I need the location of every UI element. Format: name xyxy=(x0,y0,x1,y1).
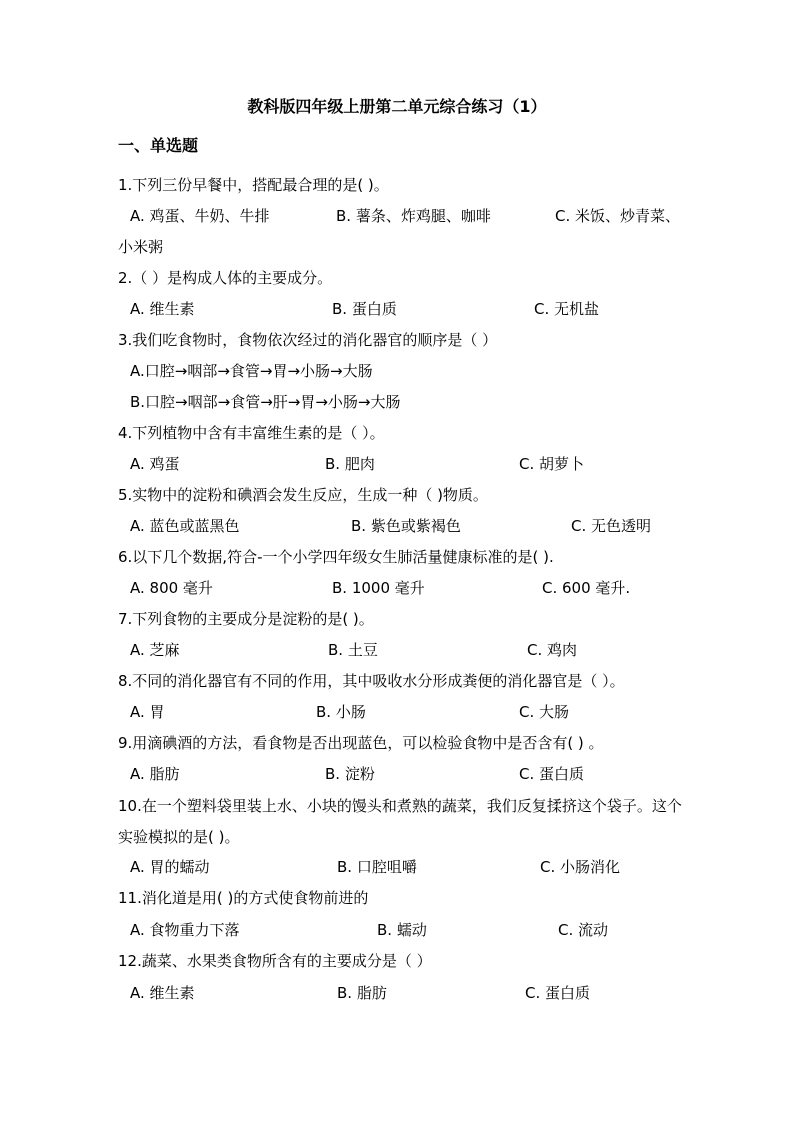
option-c: C. 小肠消化 xyxy=(540,858,621,876)
question-1-options xyxy=(130,205,690,227)
option-b: B. 紫色或紫褐色 xyxy=(351,517,461,535)
option-c: C. 蛋白质 xyxy=(519,765,585,783)
option-b: B. 淀粉 xyxy=(325,765,375,783)
question-3: 3.我们吃食物时，食物依次经过的消化器官的顺序是（ ） xyxy=(118,331,498,349)
option-c: C. 流动 xyxy=(558,921,609,939)
page-title: 教科版四年级上册第二单元综合练习（1） xyxy=(247,97,547,116)
option-b: B. 土豆 xyxy=(328,641,378,659)
question-11-options xyxy=(130,919,690,941)
option-c: C. 600 毫升. xyxy=(542,579,631,597)
question-12: 12.蔬菜、水果类食物所含有的主要成分是（ ） xyxy=(118,952,432,970)
option-c: C. 大肠 xyxy=(519,703,570,721)
option-b: B. 1000 毫升 xyxy=(332,579,425,597)
option-c: C. 无色透明 xyxy=(571,517,652,535)
question-4: 4.下列植物中含有丰富维生素的是（ ）。 xyxy=(118,424,385,442)
option-c: C. 米饭、炒青菜、 xyxy=(555,207,681,225)
question-6-options xyxy=(130,577,690,599)
question-9: 9.用滴碘酒的方法，看食物是否出现蓝色，可以检验食物中是否含有( ) 。 xyxy=(118,734,604,752)
question-8-options xyxy=(130,701,690,723)
option-b: B. 口腔咀嚼 xyxy=(337,858,417,876)
option-a: A. 脂肪 xyxy=(130,765,180,783)
question-1: 1.下列三份早餐中，搭配最合理的是( )。 xyxy=(118,176,389,194)
question-2: 2.（ ）是构成人体的主要成分。 xyxy=(118,269,333,287)
question-1-option-c-continuation: 小米粥 xyxy=(118,238,164,256)
option-a: A. 800 毫升 xyxy=(130,579,213,597)
question-4-options xyxy=(130,453,690,475)
option-a: A. 蓝色或蓝黑色 xyxy=(130,517,240,535)
question-2-options xyxy=(130,298,690,320)
option-b: B. 小肠 xyxy=(316,703,366,721)
option-b: B. 薯条、炸鸡腿、咖啡 xyxy=(336,207,491,225)
option-a: A. 维生素 xyxy=(130,984,195,1002)
question-7-options xyxy=(130,639,690,661)
option-a: A. 胃的蠕动 xyxy=(130,858,210,876)
option-b: B. 肥肉 xyxy=(325,455,375,473)
question-10-options xyxy=(130,856,690,878)
question-5: 5.实物中的淀粉和碘酒会发生反应，生成一种（ )物质。 xyxy=(118,486,488,504)
question-9-options xyxy=(130,763,690,785)
question-11: 11.消化道是用( )的方式使食物前进的 xyxy=(118,889,369,907)
option-a: A. 食物重力下落 xyxy=(130,921,240,939)
question-3-option-a: A.口腔→咽部→食管→胃→小肠→大肠 xyxy=(130,362,373,380)
question-8: 8.不同的消化器官有不同的作用，其中吸收水分形成粪便的消化器官是（ ）。 xyxy=(118,672,625,690)
question-7: 7.下列食物的主要成分是淀粉的是( )。 xyxy=(118,610,374,628)
option-a: A. 鸡蛋 xyxy=(130,455,180,473)
option-c: C. 无机盐 xyxy=(534,300,600,318)
section-heading: 一、单选题 xyxy=(118,136,199,155)
option-a: A. 鸡蛋、牛奶、牛排 xyxy=(130,207,270,225)
question-10: 10.在一个塑料袋里装上水、小块的馒头和煮熟的蔬菜，我们反复揉挤这个袋子。这个实验模拟的是( )。 xyxy=(118,797,682,846)
option-a: A. 维生素 xyxy=(130,300,195,318)
question-5-options xyxy=(130,515,690,537)
option-a: A. 芝麻 xyxy=(130,641,180,659)
option-c: C. 蛋白质 xyxy=(525,984,591,1002)
option-b: B. 蠕动 xyxy=(377,921,427,939)
option-c: C. 鸡肉 xyxy=(527,641,578,659)
question-6: 6.以下几个数据,符合-一个小学四年级女生肺活量健康标准的是( ). xyxy=(118,548,554,566)
option-c: C. 胡萝卜 xyxy=(519,455,585,473)
question-3-option-b: B.口腔→咽部→食管→肝→胃→小肠→大肠 xyxy=(130,393,401,411)
option-b: B. 脂肪 xyxy=(337,984,387,1002)
option-b: B. 蛋白质 xyxy=(332,300,397,318)
option-a: A. 胃 xyxy=(130,703,165,721)
question-12-options xyxy=(130,982,690,1004)
